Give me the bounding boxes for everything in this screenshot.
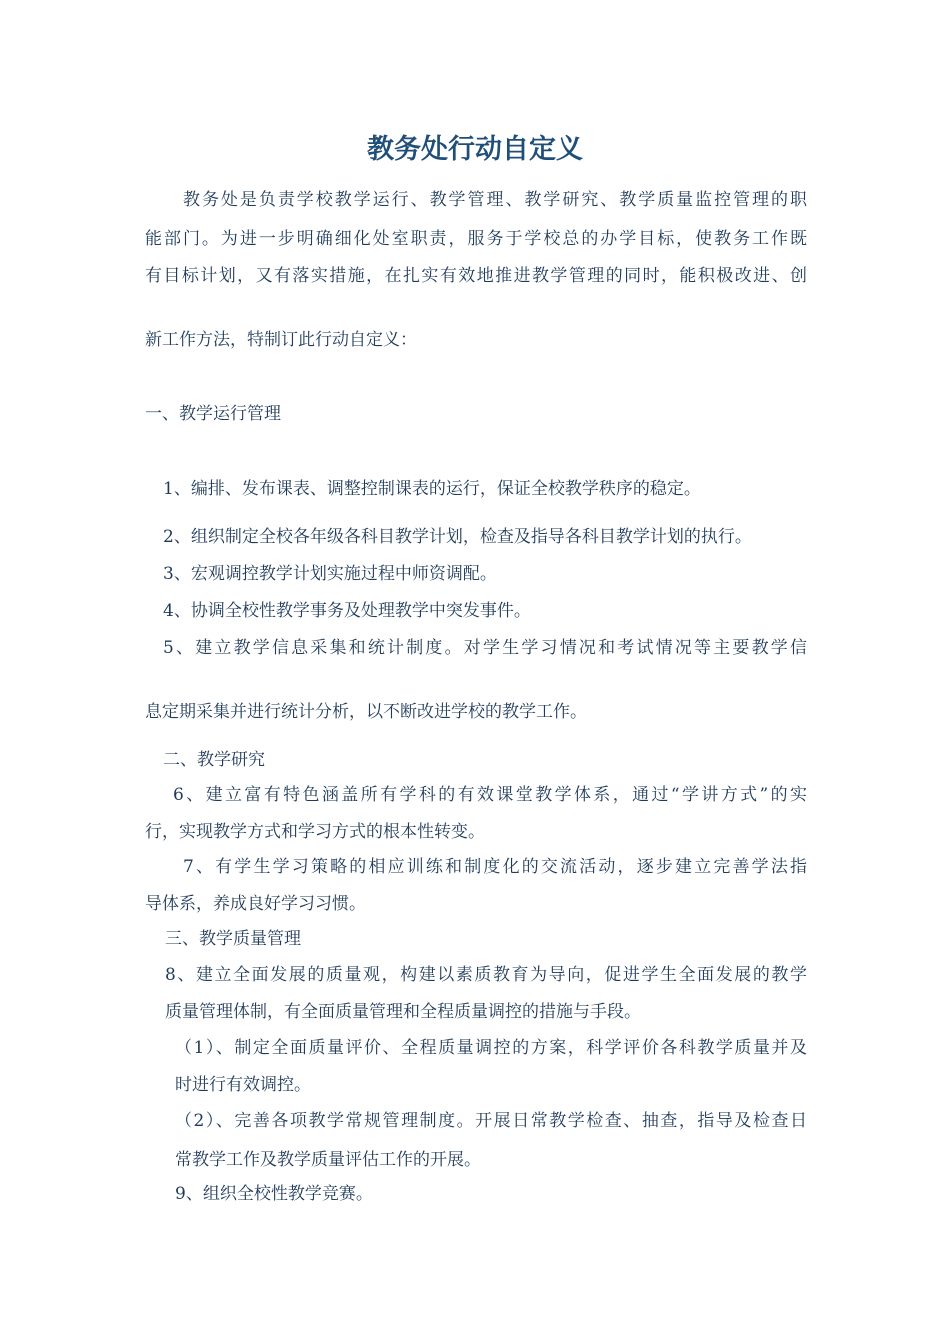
list-sub-item: （1）、制定全面质量评价、全程质量调控的方案，科学评价各科教学质量并及 — [175, 1038, 807, 1058]
list-item: 4、协调全校性教学事务及处理教学中突发事件。 — [163, 601, 531, 621]
list-item: 8、建立全面发展的质量观，构建以素质教育为导向，促进学生全面发展的教学 — [165, 965, 807, 985]
list-item-continuation: 导体系，养成良好学习习惯。 — [145, 894, 366, 914]
list-item: 5、建立教学信息采集和统计制度。对学生学习情况和考试情况等主要教学信 — [163, 638, 807, 658]
intro-line-4: 新工作方法，特制订此行动自定义： — [145, 330, 417, 350]
list-item-continuation: 质量管理体制，有全面质量管理和全程质量调控的措施与手段。 — [165, 1002, 641, 1022]
section-heading-2: 二、教学研究 — [163, 750, 265, 770]
section-heading-3: 三、教学质量管理 — [165, 929, 301, 949]
list-item: 6、建立富有特色涵盖所有学科的有效课堂教学体系，通过“学讲方式”的实 — [173, 785, 807, 805]
intro-line-3: 有目标计划，又有落实措施，在扎实有效地推进教学管理的同时，能积极改进、创 — [145, 266, 807, 286]
list-item-continuation: 行，实现教学方式和学习方式的根本性转变。 — [145, 822, 485, 842]
list-item: 9、组织全校性教学竞赛。 — [175, 1184, 373, 1204]
list-item: 1、编排、发布课表、调整控制课表的运行，保证全校教学秩序的稳定。 — [163, 479, 701, 499]
list-item: 3、宏观调控教学计划实施过程中师资调配。 — [163, 564, 497, 584]
document-title: 教务处行动自定义 — [367, 134, 583, 165]
intro-line-1: 教务处是负责学校教学运行、教学管理、教学研究、教学质量监控管理的职 — [183, 190, 807, 210]
list-item-continuation: 息定期采集并进行统计分析，以不断改进学校的教学工作。 — [145, 702, 587, 722]
list-item: 2、组织制定全校各年级各科目教学计划，检查及指导各科目教学计划的执行。 — [163, 527, 752, 547]
section-heading-1: 一、教学运行管理 — [145, 404, 281, 424]
list-item: 7、有学生学习策略的相应训练和制度化的交流活动，逐步建立完善学法指 — [183, 857, 807, 877]
list-sub-item-continuation: 常教学工作及教学质量评估工作的开展。 — [175, 1150, 481, 1170]
list-sub-item: （2）、完善各项教学常规管理制度。开展日常教学检查、抽查，指导及检查日 — [175, 1111, 807, 1131]
list-sub-item-continuation: 时进行有效调控。 — [175, 1075, 311, 1095]
intro-line-2: 能部门。为进一步明确细化处室职责，服务于学校总的办学目标，使教务工作既 — [145, 229, 807, 249]
